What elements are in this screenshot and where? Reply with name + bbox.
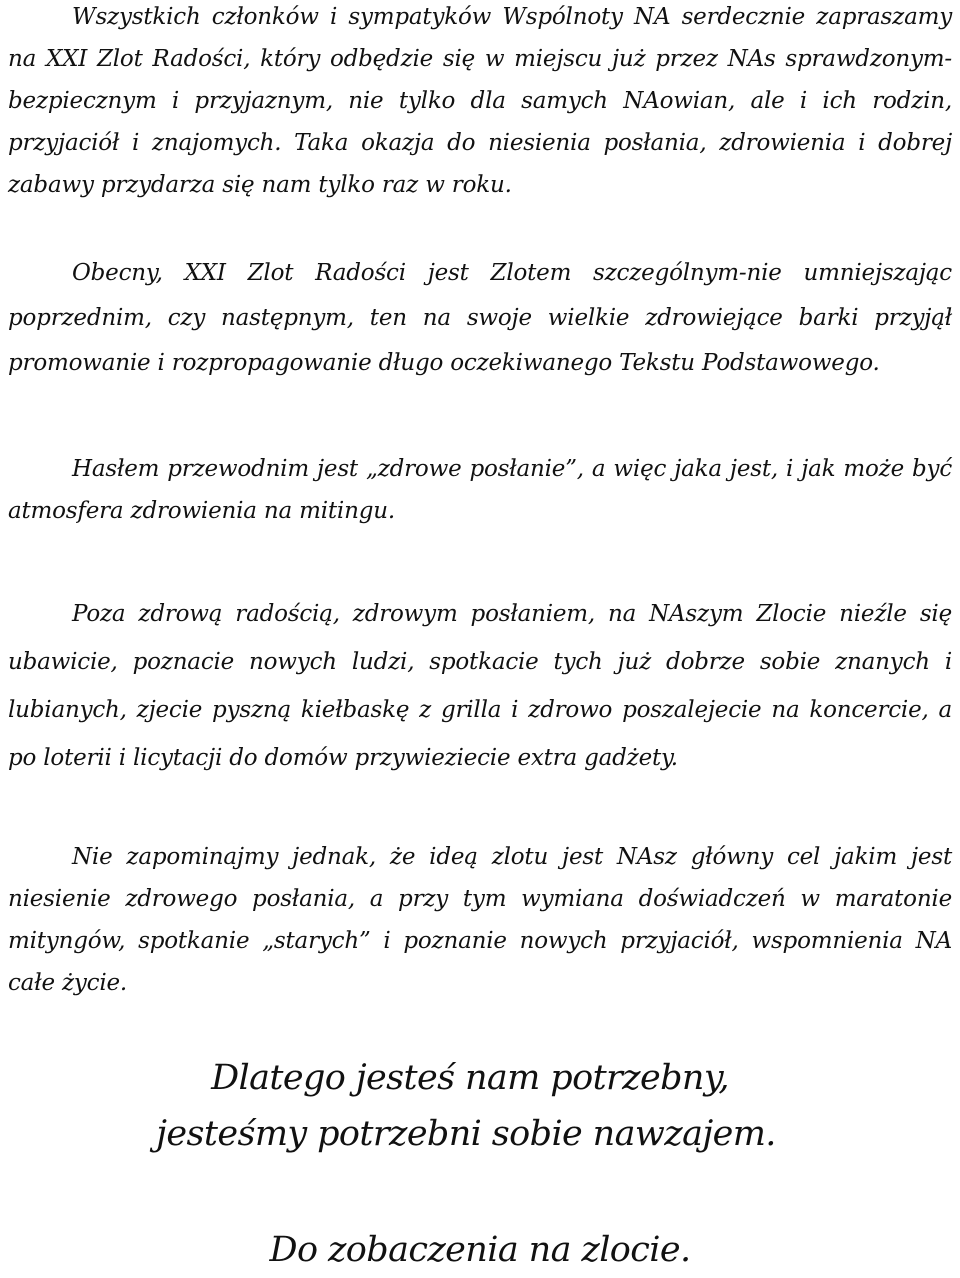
paragraph-basic-text-promotion: Obecny, XXI Zlot Radości jest Zlotem szczególnym-nie umniejszając poprzednim, czy następnym, ten na swoje wielkie zdrowiejące barki przyjął promowanie i rozpropagowanie długo oczekiwanego Tekstu Podstawowego. — [8, 260, 952, 376]
paragraph-invitation: Wszystkich członków i sympatyków Wspólnoty NA serdecznie zapraszamy na XXI Zlot Radości, który odbędzie się w miejscu już przez NAs sprawdzonym-bezpiecznym i przyjaznym, nie tylko dla samych NAowian, ale i ich rodzin, przyjaciół i znajomych. Taka okazja do niesienia posłania, zdrowienia i dobrej zabawy przydarza się nam tylko raz w roku. — [8, 4, 952, 198]
closing-line-see-you: Do zobaczenia na zlocie. — [269, 1230, 691, 1270]
paragraph-main-purpose: Nie zapominajmy jednak, że ideą zlotu jest NAsz główny cel jakim jest niesienie zdrowego posłania, a przy tym wymiana doświadczeń w maratonie mityngów, spotkanie „starych” i poznanie nowych przyjaciół, wspomnienia NA całe życie. — [8, 844, 952, 996]
paragraph-attractions: Poza zdrową radością, zdrowym posłaniem, na NAszym Zlocie nieźle się ubawicie, poznacie nowych ludzi, spotkacie tych już dobrze sobie znanych i lubianych, zjecie pyszną kiełbaskę z grilla i zdrowo poszalejecie na koncercie, a po loterii i licytacji do domów przywieziecie extra gadżety. — [8, 601, 952, 771]
closing-line-each-other: jesteśmy potrzebni sobie nawzajem. — [156, 1114, 776, 1154]
closing-line-needed: Dlatego jesteś nam potrzebny, — [211, 1058, 729, 1098]
paragraph-motto: Hasłem przewodnim jest „zdrowe posłanie”, a więc jaka jest, i jak może być atmosfera zdrowienia na mitingu. — [8, 456, 952, 524]
